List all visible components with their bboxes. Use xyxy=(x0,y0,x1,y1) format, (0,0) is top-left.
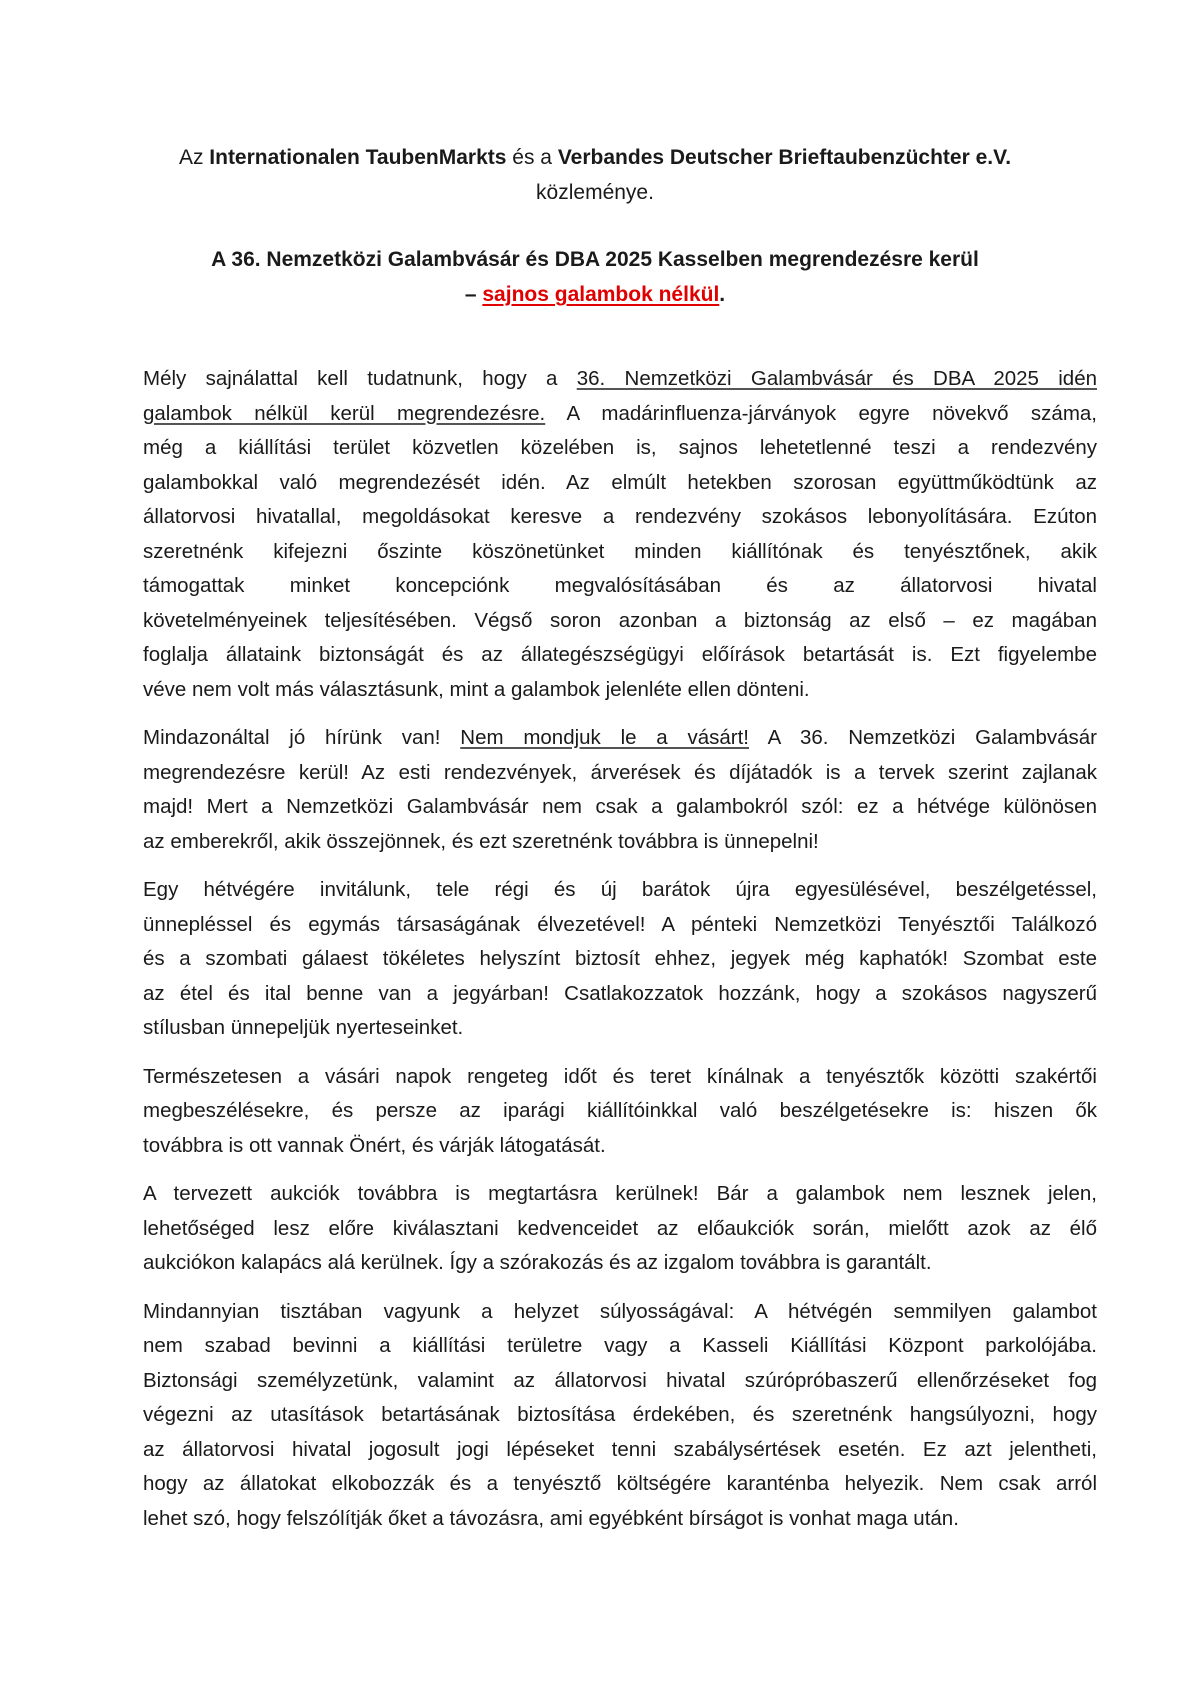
text-line xyxy=(143,1295,1097,1330)
text-run: állatorvosi hivatallal, megoldásokat keresve a rendezvény szokásos lebonyolítására. Ezúton xyxy=(143,505,1097,528)
text-run: lehetőséged lesz előre kiválasztani kedvenceidet az előaukciók során, mielőtt azok az élő xyxy=(143,1216,1097,1240)
text-line xyxy=(143,535,1097,570)
text-line xyxy=(143,604,1097,639)
text-line xyxy=(143,1329,1097,1364)
text-run: Mindazonáltal jó hírünk van! xyxy=(143,726,461,749)
text-line xyxy=(143,362,1097,397)
text-line xyxy=(143,1129,1097,1164)
text-run: továbbra is ott vannak Önért, és várják látogatását. xyxy=(143,1133,606,1157)
text-line xyxy=(143,1467,1097,1502)
text-line xyxy=(143,1246,1097,1281)
text-run: A madárinfluenza-járványok egyre növekvő száma, xyxy=(545,401,1098,425)
text-line xyxy=(143,721,1097,756)
text-line xyxy=(143,500,1097,535)
text-run: ünnepléssel és egymás társaságának élvezetével! A pénteki Nemzetközi Tenyésztői Találkozó xyxy=(143,912,1097,936)
text-line xyxy=(143,673,1097,708)
title-end: . xyxy=(719,283,726,306)
title-highlight: sajnos galambok nélkül xyxy=(482,283,720,306)
text-run: az állatorvosi hivatal jogosult jogi lépéseket tenni szabálysértések esetén. Ez azt jelentheti, xyxy=(143,1437,1097,1461)
intro-mid: és a xyxy=(506,146,558,169)
intro-prefix: Az xyxy=(178,146,210,169)
paragraph xyxy=(143,1060,1097,1164)
text-run: foglalja állataink biztonságát és az állategészségügyi előírások betartását is. Ezt figyelembe xyxy=(143,643,1097,666)
text-line xyxy=(143,1502,1097,1537)
text-line xyxy=(143,1398,1097,1433)
text-run: Egy hétvégére invitálunk, tele régi és új barátok újra egyesülésével, beszélgetéssel, xyxy=(143,878,1097,901)
text-line xyxy=(143,397,1097,432)
paragraph xyxy=(143,1295,1097,1537)
text-run: A tervezett aukciók továbbra is megtartásra kerülnek! Bár a galambok nem lesznek jelen, xyxy=(143,1182,1097,1205)
text-run: megbeszélésekre, és persze az iparági kiállítóinkkal való beszélgetésekre is: hiszen ők xyxy=(143,1099,1097,1122)
text-line xyxy=(143,908,1097,943)
text-run: és a szombati gálaest tökéletes helyszínt biztosít ehhez, jegyek még kaphatók! Szombat este xyxy=(143,947,1097,970)
text-line xyxy=(143,466,1097,501)
announcement-intro-line xyxy=(0,144,1190,172)
text-run: végezni az utasítások betartásának biztosítása érdekében, és szeretnénk hangsúlyozni, hogy xyxy=(143,1403,1097,1426)
text-line xyxy=(143,1364,1097,1399)
announcement-intro-line2: közleménye. xyxy=(536,181,654,204)
text-run: véve nem volt más választásunk, mint a galambok jelenléte ellen dönteni. xyxy=(143,677,810,701)
text-run: Mindannyian tisztában vagyunk a helyzet súlyosságával: A hétvégén semmilyen galambot xyxy=(143,1299,1097,1323)
text-run: aukciókon kalapács alá kerülnek. Így a szórakozás és az izgalom továbbra is garantált. xyxy=(143,1251,932,1274)
underlined-emphasis: galambok nélkül kerül megrendezésre. xyxy=(143,401,546,425)
underlined-emphasis: 36. Nemzetközi Galambvásár és DBA 2025 idén xyxy=(576,367,1098,390)
text-line xyxy=(143,1094,1097,1129)
body-text xyxy=(143,362,1097,1550)
text-line xyxy=(143,1060,1097,1095)
paragraph xyxy=(143,1177,1097,1281)
text-line xyxy=(143,638,1097,673)
org-vdb: Verbandes Deutscher Brieftaubenzüchter e.V. xyxy=(557,146,1012,169)
text-line xyxy=(143,790,1097,825)
text-run: követelményeinek teljesítésében. Végső soron azonban a biztonság az első – ez magában xyxy=(143,608,1097,632)
text-run: Természetesen a vásári napok rengeteg időt és teret kínálnak a tenyésztők közötti szakértői xyxy=(143,1064,1097,1088)
text-line xyxy=(143,873,1097,908)
text-run: hogy az állatokat elkobozzák és a tenyésztő költségére karanténba helyezik. Nem csak arról xyxy=(143,1472,1097,1495)
text-line xyxy=(143,756,1097,791)
text-run: megrendezésre kerül! Az esti rendezvények, árverések és díjátadók is a tervek szerint zajlanak xyxy=(143,760,1097,784)
paragraph xyxy=(143,721,1097,859)
text-line xyxy=(143,1212,1097,1247)
text-run: majd! Mert a Nemzetközi Galambvásár nem csak a galambokról szól: ez a hétvége különösen xyxy=(143,795,1097,818)
text-run: nem szabad bevinni a kiállítási területre vagy a Kasseli Kiállítási Központ parkolójába. xyxy=(143,1334,1097,1357)
title-line2 xyxy=(0,281,1190,309)
text-run: Biztonsági személyzetünk, valamint az állatorvosi hivatal szúrópróbaszerű ellenőrzéseket fog xyxy=(143,1368,1097,1392)
title-line1: A 36. Nemzetközi Galambvásár és DBA 2025 Kasselben megrendezésre kerül xyxy=(211,248,979,271)
org-taubenmarkt: Internationalen TaubenMarkts xyxy=(209,146,507,169)
text-run: az emberekről, akik összejönnek, és ezt szeretnénk továbbra is ünnepelni! xyxy=(143,829,819,853)
text-line xyxy=(143,1433,1097,1468)
text-line xyxy=(143,942,1097,977)
text-run: lehet szó, hogy felszólítják őket a távozásra, ami egyébként bírságot is vonhat maga után. xyxy=(143,1506,959,1530)
text-run: az étel és ital benne van a jegyárban! Csatlakozzatok hozzánk, hogy a szokásos nagyszerű xyxy=(143,981,1097,1005)
title-dash: – xyxy=(464,283,483,306)
text-run: galambokkal való megrendezését idén. Az elmúlt hetekben szorosan együttműködtünk az xyxy=(143,470,1097,494)
paragraph xyxy=(143,362,1097,707)
text-run: szeretnénk kifejezni őszinte köszönetünket minden kiállítónak és tenyésztőnek, akik xyxy=(143,539,1097,563)
text-line xyxy=(143,977,1097,1012)
text-run: még a kiállítási terület közvetlen közelében is, sajnos lehetetlenné teszi a rendezvény xyxy=(143,436,1097,459)
text-line xyxy=(143,569,1097,604)
text-line xyxy=(143,825,1097,860)
text-line xyxy=(143,1177,1097,1212)
text-run: stílusban ünnepeljük nyerteseinket. xyxy=(143,1016,464,1039)
paragraph xyxy=(143,873,1097,1046)
text-run: Mély sajnálattal kell tudatnunk, hogy a xyxy=(143,367,577,390)
text-line xyxy=(143,1011,1097,1046)
text-line xyxy=(143,431,1097,466)
underlined-emphasis: Nem mondjuk le a vásárt! xyxy=(460,726,749,749)
text-run: támogattak minket koncepciónk megvalósításában és az állatorvosi hivatal xyxy=(143,574,1097,597)
text-run: A 36. Nemzetközi Galambvásár xyxy=(749,726,1097,749)
